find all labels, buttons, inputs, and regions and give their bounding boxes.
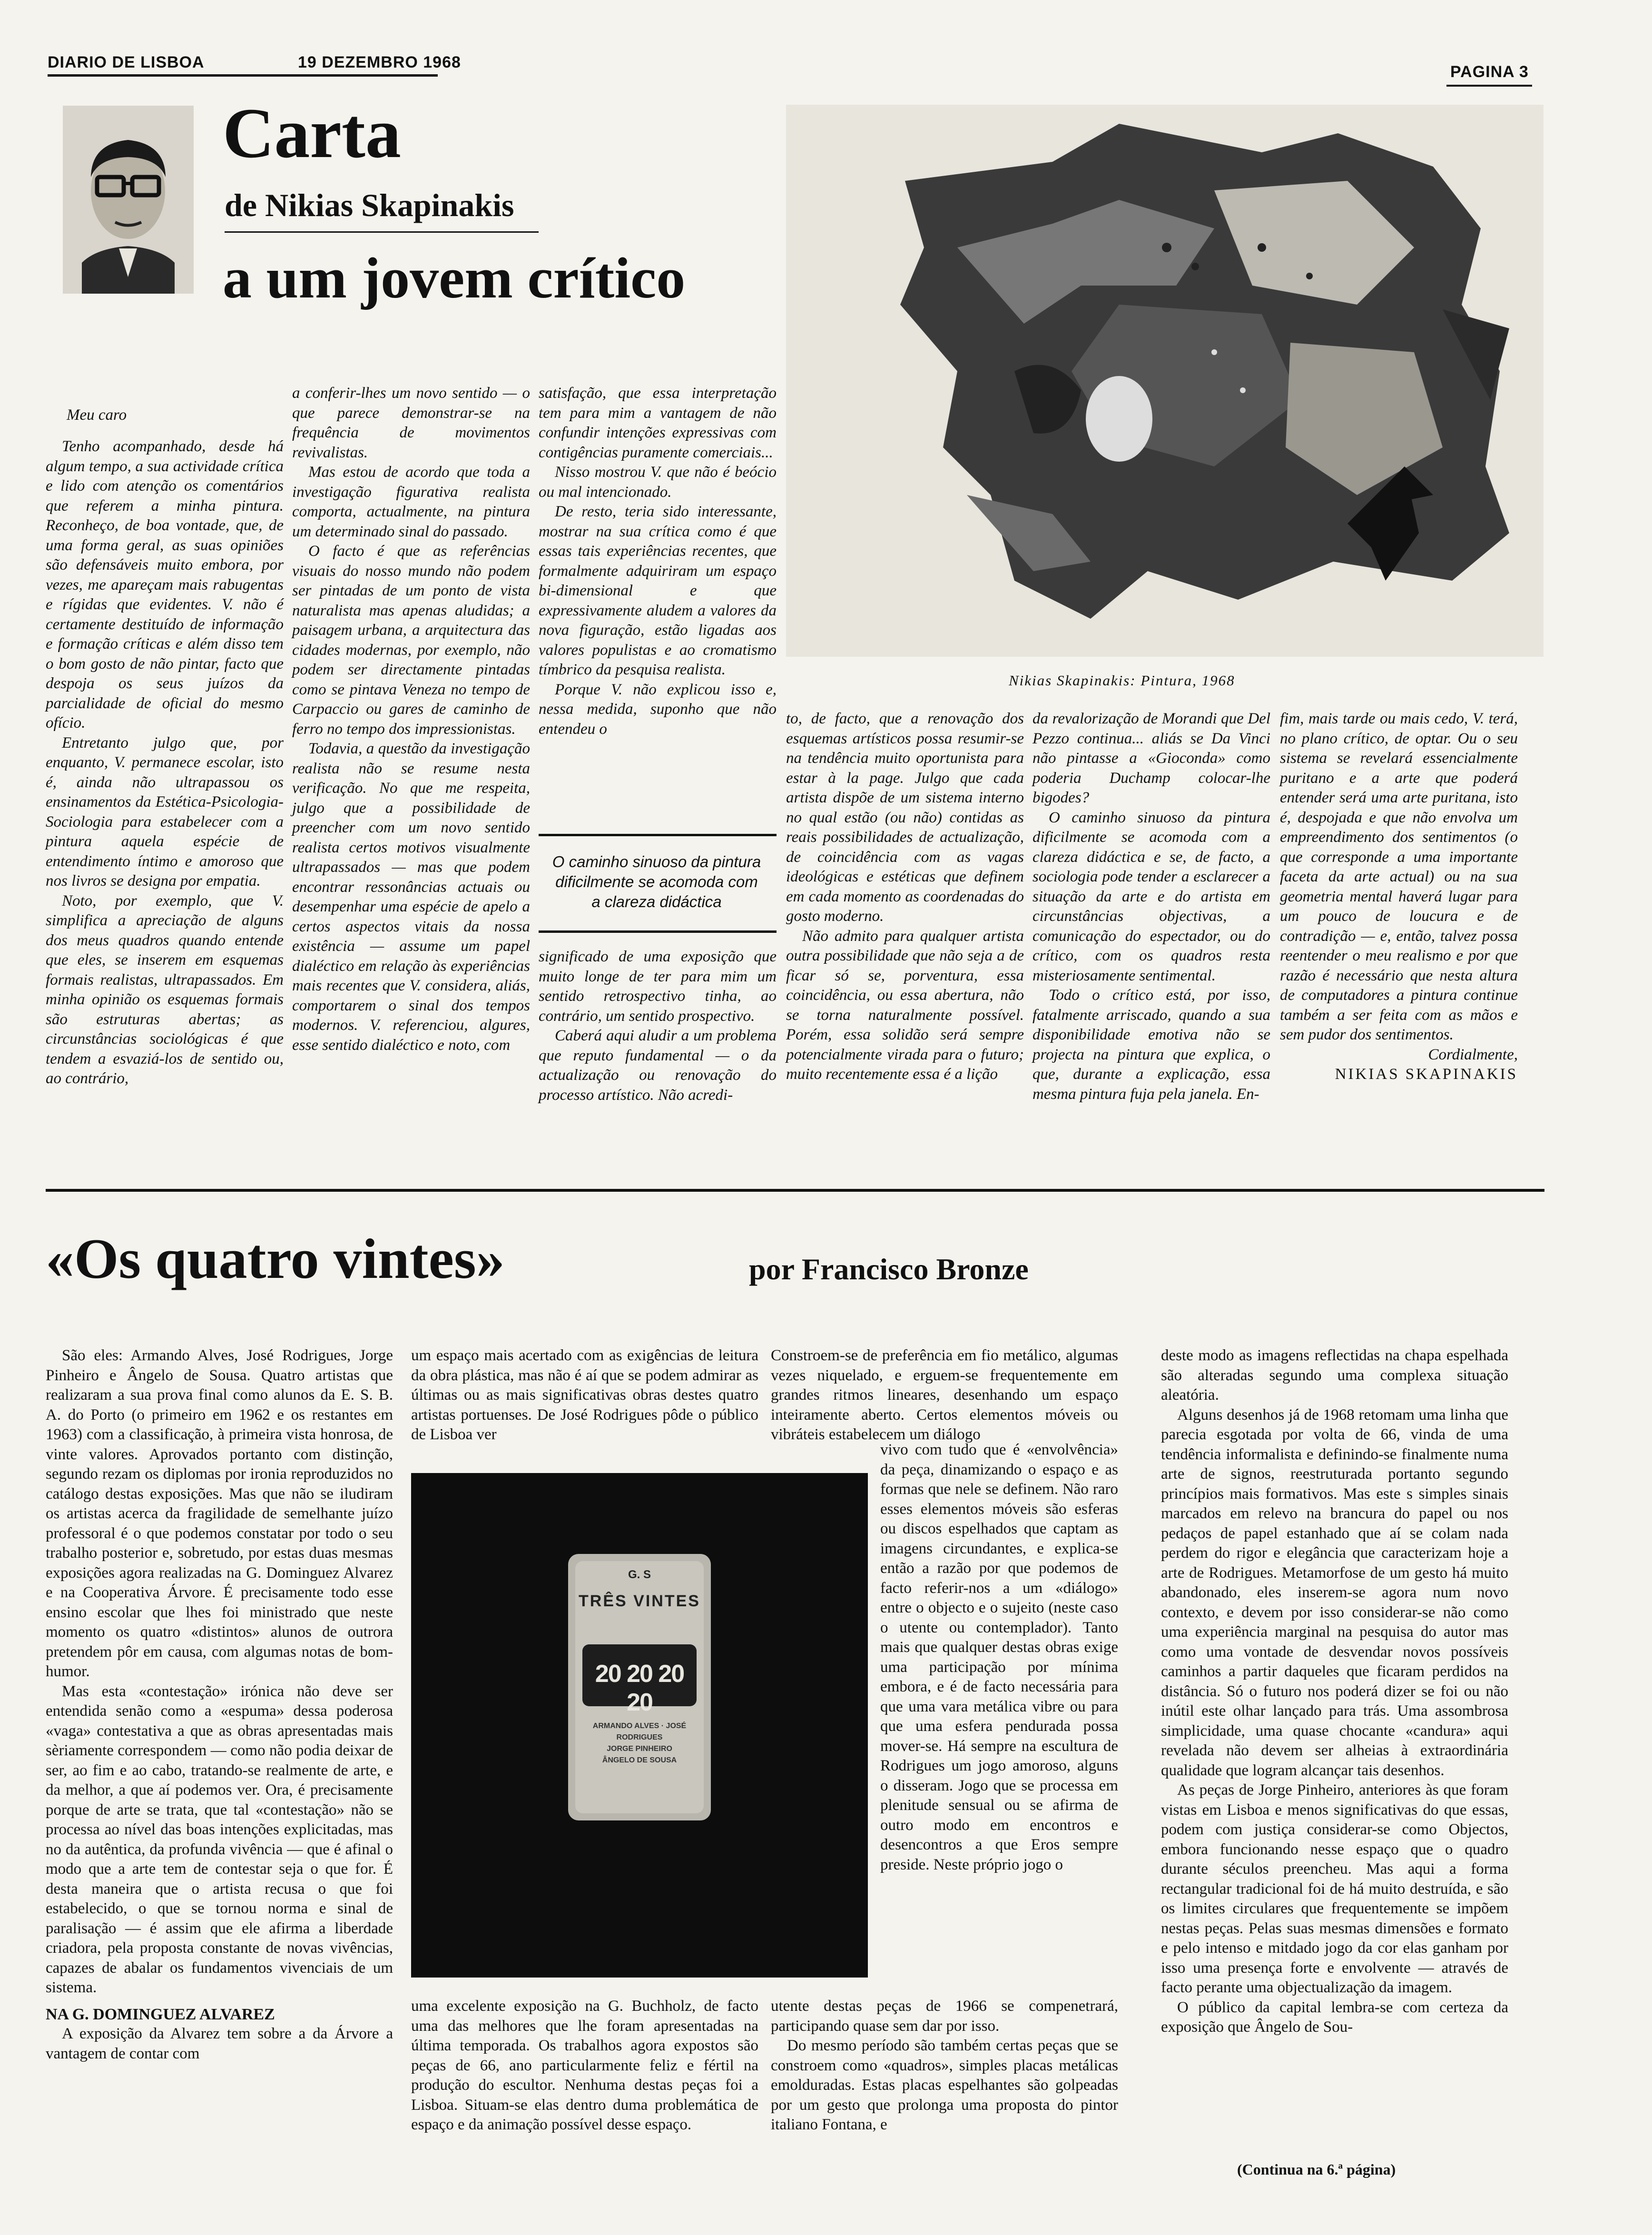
- catalog-heading: TRÊS VINTES: [579, 1592, 700, 1610]
- paragraph: O facto é que as referências visuais do nosso mundo não podem ser pintadas de um ponto de vista naturalista mas apenas aludidas; a paisagem urbana, a arquitectura das cidades modernas, por exemplo, não podem ser directamente pintadas como se pintava Veneza no tempo de Carpaccio ou gares de caminho de ferro no tempo dos impressionistas.: [292, 543, 530, 738]
- portrait-illustration: [63, 106, 194, 294]
- paragraph: Não admito para qualquer artista outra possibilidade que não seja a de ficar só se, porventura, essa coincidência, ou essa abertura, não se torna naturalmente possível. Porém, essa solidão será sempre potencialmente virada para o futuro; muito recentemente essa é a lição: [786, 927, 1024, 1083]
- newspaper-name: DIARIO DE LISBOA: [48, 53, 205, 71]
- author-portrait: [63, 106, 194, 294]
- catalog-photo: [411, 1473, 868, 1978]
- paragraph: significado de uma exposição que muito longe de ter para mim um sentido retrospectivo tinha, ao contrário, um sentido prospectivo.: [539, 948, 777, 1025]
- paragraph: vivo com tudo que é «envolvência» da peça, dinamizando o espaço e as formas que nele se definem. Não raro esses elementos móveis são esferas ou discos espelhados que captam as imagens circundantes, e explica-se então a razão por que podemos de facto referir-nos a um «diálogo» entre o objecto e o sujeito (neste caso o utente ou contemplador). Tanto mais que qualquer destas obras exige uma participação por mínima embora, e é de facto necessária para que uma vara metálica vibre ou para que uma esfera pendurada possa mover-se. Há sempre na escultura de Rodrigues um jogo amoroso, alguns o disseram. Jogo que se processa em plenitude sensual ou se afirma de outro modo em encontros e desencontros a que Eros sempre preside. Neste próprio jogo o: [880, 1441, 1118, 1873]
- issue-date: 19 DEZEMBRO 1968: [298, 53, 461, 71]
- article-subtitle: a um jovem crítico: [223, 246, 686, 310]
- catalog-name-line: JORGE PINHEIRO: [607, 1745, 672, 1753]
- section-divider: [46, 1189, 1544, 1192]
- paragraph: Nisso mostrou V. que não é beócio ou mal intencionado.: [539, 464, 777, 501]
- article1-column-3: [539, 384, 777, 739]
- paragraph: um espaço mais acertado com as exigências de leitura da obra plástica, mas não é aí que se podem admirar as últimas ou as mais significativas obras destes quatro artistas portuenses. De José Rodrigues pôde o público de Lisboa ver: [411, 1347, 758, 1443]
- article1-column-4: [786, 709, 1024, 1085]
- closing: Cordialmente,: [1428, 1046, 1518, 1063]
- article2-column-2: [411, 1346, 758, 1445]
- paragraph: uma excelente exposição na G. Buchholz, de facto uma das melhores que lhe foram apresentadas na última temporada. Os trabalhos agora expostos são peças de 66, ano particularmente feliz e fértil na produção do escultor. Nenhuma destas peças foi a Lisboa. Situam-se elas dentro duma problemática de espaço e da animação possível desse espaço.: [411, 1998, 758, 2133]
- article2-column-1: [46, 1346, 393, 2064]
- paragraph: Porque V. não explicou isso e, nessa medida, suponho que não entendeu o: [539, 681, 777, 738]
- paragraph: Noto, por exemplo, que V. simplifica a apreciação de alguns dos meus quadros quando entende que eles, se inserem em esquemas formais realistas, ultrapassados. Em minha opinião os esquemas formais são estruturas abertas; as circunstâncias sociológicas é que tendem a esvaziá-los de sentido ou, ao contrário,: [46, 892, 284, 1087]
- article1-column-6: [1280, 709, 1518, 1085]
- page-number: PAGINA 3: [1450, 63, 1529, 81]
- paragraph: utente destas peças de 1966 se compenetrará, participando quase sem dar por isso.: [771, 1998, 1118, 2035]
- catalog-names: [578, 1721, 701, 1766]
- paragraph: O público da capital lembra-se com certeza da exposição que Ângelo de Sou-: [1161, 1998, 1508, 2036]
- paragraph: Entretanto julgo que, por enquanto, V. permanece escolar, isto é, ainda não ultrapassou os ensinamentos da Estética-Psicologia-Sociologia para estabelecer com a pintura aquela espécie de entendimento íntimo e amoroso que nos livros se designa por empatia.: [46, 734, 284, 890]
- subheading: NA G. DOMINGUEZ ALVAREZ: [46, 2005, 275, 2023]
- header-rule-left: [48, 74, 438, 77]
- article2-column-3: [771, 1346, 1118, 1445]
- article2-column-3-wrap: [880, 1440, 1118, 1875]
- paragraph: Todo o crítico está, por isso, fatalmente arriscado, quando a sua disponibilidade emotiva não se projecta na pintura que explica, o que, durante a explicação, essa mesma pintura fuja pela janela. En-: [1032, 987, 1270, 1103]
- paragraph: Tenho acompanhado, desde há algum tempo, a sua actividade crítica e lido com atenção os comentários que referem a minha pintura. Reconheço, de boa vontade, que, de uma forma geral, as suas opiniões são defensáveis muito embora, por vezes, me apareçam mais rabugentas e rígidas que evidentes. V. não é certamente destituído de informação e formação críticas e além disso tem o bom gosto de não pintar, facto que despoja os seus juízos da parcialidade de oficial do mesmo ofício.: [46, 438, 284, 732]
- paragraph: De resto, teria sido interessante, mostrar na sua crítica como é que essas tais experiências recentes, que formalmente adquiriram um espaço bi-dimensional e que expressivamente aludem a valores da nova figuração, estão ligadas aos valores populistas e ao cromatismo tímbrico da pesquisa realista.: [539, 503, 777, 678]
- paragraph: As peças de Jorge Pinheiro, anteriores às que foram vistas em Lisboa e menos significativas do que essas, podem com justiça considerar-se como Objectos, embora funcionando nesse espaço que o quadro durante séculos preencheu. Mas aqui a forma rectangular tradicional foi de há muito destruída, e são os limites circulares que frequentemente se impõem nestas peças. Pelas suas mesmas dimensões e formato e pelo intenso e mitdado jogo da cor elas ganham por isso uma presença forte e envolvente — através de facto perante uma objectualização da imagem.: [1161, 1781, 1508, 1996]
- paragraph: da revalorização de Morandi que Del Pezzo continua... aliás se Da Vinci não pintasse a «Gioconda» como poderia Duchamp colocar-lhe bigodes?: [1032, 710, 1270, 806]
- article-title: Carta: [223, 94, 401, 173]
- article2-byline: por Francisco Bronze: [749, 1252, 1029, 1286]
- abstract-painting-illustration: [786, 105, 1544, 657]
- salutation: Meu caro: [67, 406, 127, 424]
- pullquote: O caminho sinuoso da pintura dificilmente se acomoda com a clareza didáctica: [552, 853, 761, 910]
- catalog-number: 20 20 20 20: [595, 1660, 684, 1716]
- painting-photo: [786, 105, 1544, 657]
- pullquote-rule-bottom: [539, 930, 777, 933]
- paragraph: Caberá aqui aludir a um problema que reputo fundamental — o da actualização ou renovação do processo artístico. Não acredi-: [539, 1027, 777, 1104]
- paragraph: to, de facto, que a renovação dos esquemas artísticos possa resumir-se na tendência muito oportunista para estar à la page. Julgo que cada artista dispõe de um sistema interno no qual estão (ou não) contidas as reais possibilidades de actualização, de coincidência com as vagas ideológicas e estéticas que definem em cada momento as coordenadas do gosto moderno.: [786, 710, 1024, 925]
- signature: NIKIAS SKAPINAKIS: [1335, 1066, 1518, 1083]
- article2-column-3b: [771, 1997, 1118, 2135]
- paragraph: a conferir-lhes um novo sentido — o que parece demonstrar-se na frequência de movimentos revivalistas.: [292, 385, 530, 461]
- painting-caption: Nikias Skapinakis: Pintura, 1968: [1009, 672, 1235, 689]
- catalog-name-line: ARMANDO ALVES · JOSÉ RODRIGUES: [592, 1722, 687, 1741]
- header-rule-right: [1446, 85, 1532, 87]
- article1-column-3b: [539, 947, 777, 1105]
- paragraph: Alguns desenhos já de 1968 retomam uma linha que parecia esgotada por volta de 66, vinda de uma tendência informalista e definindo-se finalmente numa arte de signos, reestruturada portanto segundo princípios mais formativos. Mas este s simples sinais marcados em relevo na brancura do papel ou nos pedaços de papel estanhado que aí se colam nada perdem do rigor e elegância que caracterizam hoje a arte de Rodrigues. Metamorfose de um gesto há muito abandonado, eles inserem-se agora num novo contexto, e devem por isso considerar-se não como uma experiência marginal na pesquisa do autor mas como uma vontade de desvendar novos possíveis caminhos a partir daqueles que ficaram perdidos na distância. Só o futuro nos poderá dizer se foi ou não inútil este olhar lançado para trás. Uma assombrosa simplicidade, uma quase chocante «candura» aqui revelada não devem ser alheias à extraordinária qualidade que logram alcançar tais desenhos.: [1161, 1406, 1508, 1779]
- article1-column-1: [46, 437, 284, 1089]
- paragraph: O caminho sinuoso da pintura dificilmente se acomoda com a clareza didáctica e se, de facto, a sociologia pode tender a esclarecer a situação da arte e do artista em circunstâncias objectivas, a comunicação do espectador, ou do crítico, com os quadros resta misteriosamente sentimental.: [1032, 809, 1270, 984]
- article2-title: «Os quatro vintes»: [46, 1227, 505, 1290]
- paragraph: Do mesmo período são também certas peças que se constroem como «quadros», simples placas metálicas emolduradas. Estas placas espelhantes são golpeadas por um gesto que prolonga uma proposta do pintor italiano Fontana, e: [771, 2037, 1118, 2133]
- paragraph: A exposição da Alvarez tem sobre a da Árvore a vantagem de contar com: [46, 2025, 393, 2062]
- paragraph: deste modo as imagens reflectidas na chapa espelhada são alteradas segundo uma complexa situação aleatória.: [1161, 1347, 1508, 1404]
- article2-column-4: [1161, 1346, 1508, 2037]
- paragraph: fim, mais tarde ou mais cedo, V. terá, no plano crítico, de optar. Ou o seu sistema se revelará essencialmente puritano e a arte que poderá entender será uma arte puritana, isto é, despojada e que não envolva um empreendimento dos sentimentos (o que corresponde a uma importante faceta da arte actual) ou na sua geometria mental haverá lugar para um pouco de loucura e de contradição — e, então, talvez possa reentender o meu realismo e por que razão é necessário que nesta altura de computadores a pintura continue também a ser feita com as mãos e sem pudor dos sentimentos.: [1280, 710, 1518, 1043]
- paragraph: Constroem-se de preferência em fio metálico, algumas vezes niquelado, e erguem-se frequentemente em grandes ritmos lineares, desenhando um espaço inteiramente aberto. Certos elementos móveis ou vibráteis estabelecem um diálogo: [771, 1347, 1118, 1443]
- paragraph: satisfação, que essa interpretação tem para mim a vantagem de não confundir intenções expressivas com contigências puramente comerciais...: [539, 385, 777, 461]
- article2-column-2b: [411, 1997, 758, 2135]
- author-underline: [225, 231, 539, 233]
- paragraph: Todavia, a questão da investigação realista não se resume nesta verificação. No que me respeita, julgo que a possibilidade de preencher com um novo sentido realista certos motivos visualmente ultrapassados — mas que podem encontrar ressonâncias actuais ou desempenhar uma espécie de apelo a certos aspectos vitais da nossa existência — assume um papel dialéctico em relação às experiências mais recentes que V. considera, aliás, comportarem o sinal dos tempos modernos. V. referenciou, algures, esse sentido dialéctico e noto, com: [292, 740, 530, 1054]
- pullquote-rule-top: [539, 834, 777, 836]
- paragraph: Mas esta «contestação» irónica não deve ser entendida senão como a «espuma» dessa poderosa «vaga» contestativa a que as obras apresentadas mais sèriamente correspondem — como não podia deixar de ser, ao fim e ao cabo, tratando-se realmente de arte, e da melhor, a que aí podemos ver. Ora, é precisamente porque de arte se trata, que tal «contestação» não se processa ao nível das boas intenções explicitadas, mas no da autêntica, da profunda vivência — que é afinal o modo que a arte tem de contestar seja o que for. É desta maneira que o artista recusa o que foi estabelecido, o que se tornou norma e sinal de paralisação — é assim que ele afirma a liberdade criadora, pela proposta constante de novas vivências, capazes de abalar os fundamentos vivenciais de um sistema.: [46, 1682, 393, 1996]
- article1-column-5: [1032, 709, 1270, 1104]
- catalog-name-line: ÂNGELO DE SOUSA: [602, 1756, 677, 1764]
- article-author: de Nikias Skapinakis: [225, 187, 514, 223]
- article1-column-2: [292, 384, 530, 1055]
- continuation-note: (Continua na 6.ª página): [1237, 2161, 1396, 2178]
- paragraph: Mas estou de acordo que toda a investigação figurativa realista comporta, actualmente, na pintura um determinado sinal do passado.: [292, 464, 530, 540]
- catalog-small-text: G. S: [628, 1568, 651, 1581]
- paragraph: São eles: Armando Alves, José Rodrigues, Jorge Pinheiro e Ângelo de Sousa. Quatro artistas que realizaram a sua prova final como alunos da E. S. B. A. do Porto (o primeiro em 1962 e os restantes em 1963) com a classificação, à primeira vista honrosa, de vinte valores. Aprovados portanto com distinção, segundo rezam os diplomas por ironia reproduzidos no catálogo destas exposições. Mas que não se iludiram os artistas acerca da fragilidade de semelhante juízo professoral é o que podemos constatar por todo o seu trabalho posterior e, sobretudo, por estas duas mesmas exposições agora realizadas na G. Dominguez Alvarez e na Cooperativa Árvore. É precisamente todo esse ensino escolar que lhes foi ministrado que neste momento os quatro «distintos» alunos de outrora pretendem pôr em causa, com algumas notas de bom-humor.: [46, 1347, 393, 1680]
